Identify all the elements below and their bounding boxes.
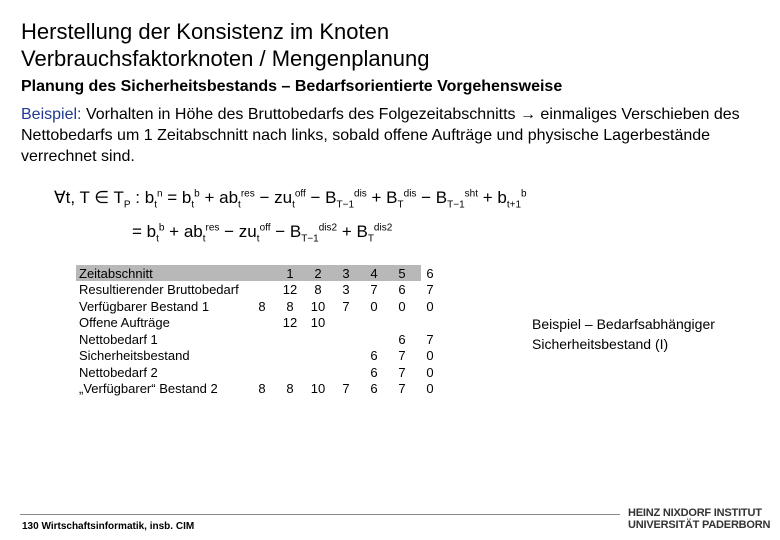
table-cell: 0: [426, 348, 434, 364]
table-row: [76, 298, 444, 315]
table-cell: 0: [398, 298, 406, 314]
footer-course: Wirtschaftsinformatik, insb. CIM: [41, 521, 195, 532]
table-cell: [388, 315, 416, 332]
table-cell: 0: [426, 298, 434, 314]
table-row: [76, 348, 444, 365]
table-row: [76, 315, 444, 332]
table-cell: 10: [310, 298, 326, 314]
table-cell: 6: [370, 381, 378, 397]
table-cell: [360, 331, 388, 348]
table-cell: [332, 348, 360, 365]
formula-line-1: ∀t, T ∈ $T_P$ : $b_t^n = b_t^b + ab_t^{res} - zu_t^{off} - B_{T-1}^{dis} + B_T^{dis} - B_{T-1}^{sht} + b_{t+1}^b$: [54, 188, 527, 211]
table-cell: 6: [398, 282, 406, 298]
row-label: Sicherheitsbestand: [79, 348, 190, 364]
row-label: „Verfügbarer“ Bestand 2: [79, 381, 218, 397]
planning-table: [76, 265, 444, 397]
table-cell: 0: [426, 364, 434, 380]
table-cell: [332, 331, 360, 348]
table-cell: 7: [426, 331, 434, 347]
section-subtitle: Planung des Sicherheitsbestands – Bedarfsorientierte Vorgehensweise: [21, 78, 563, 95]
table-cell: 4: [370, 265, 378, 281]
table-row: [76, 331, 444, 348]
row-label: Verfügbarer Bestand 1: [79, 298, 210, 314]
table-cell: 8: [286, 298, 294, 314]
table-cell: 8: [258, 298, 266, 314]
table-cell: [332, 315, 360, 332]
table-cell: 12: [282, 282, 298, 298]
table-cell: [360, 315, 388, 332]
table-cell: [248, 265, 276, 282]
table-cell: [248, 331, 276, 348]
table-cell: 6: [370, 348, 378, 364]
table-cell: [332, 364, 360, 381]
table-cell: [248, 348, 276, 365]
table-cell: [248, 315, 276, 332]
page-number: 130: [22, 521, 39, 532]
table-cell: 0: [370, 298, 378, 314]
row-label: Offene Aufträge: [79, 315, 170, 331]
logo-line-2: UNIVERSITÄT PADERBORN: [628, 519, 771, 531]
example-label: Beispiel:: [21, 106, 82, 123]
formula-line-2: = $b_t^b + ab_t^{res} - zu_t^{off} - B_{T-1}^{dis2} + B_T^{dis2}$: [132, 222, 393, 245]
footer-text: [22, 521, 194, 532]
caption-line-2: Sicherheitsbestand (I): [532, 336, 669, 352]
table-cell: 7: [370, 282, 378, 298]
footer-divider: [20, 514, 620, 515]
table-cell: [304, 364, 332, 381]
table-header-row: [76, 265, 444, 282]
table-cell: [248, 282, 276, 299]
table-cell: 2: [314, 265, 322, 281]
figure-caption: [532, 314, 715, 354]
table-cell: 7: [398, 381, 406, 397]
table-cell: 3: [342, 265, 350, 281]
page-title: [21, 18, 761, 72]
table-cell: 8: [286, 381, 294, 397]
table-cell: 7: [342, 298, 350, 314]
table-cell: 7: [398, 364, 406, 380]
row-label: Zeitabschnitt: [79, 265, 153, 281]
row-label: Nettobedarf 2: [79, 364, 158, 380]
table-cell: 0: [426, 381, 434, 397]
example-text: Vorhalten in Höhe des Bruttobedarfs des Folgezeitabschnitts → einmaliges Verschieben des Nettobedarfs um 1 Zeitabschnitt nach links, sobald offene Aufträge und physische Lagerbestände verrechnet sind.: [21, 106, 740, 165]
table-cell: 7: [398, 348, 406, 364]
table-row: [76, 282, 444, 299]
row-label: Nettobedarf 1: [79, 331, 158, 347]
table-cell: [276, 331, 304, 348]
table-cell: [304, 331, 332, 348]
table-cell: 6: [426, 265, 434, 281]
table-cell: 8: [258, 381, 266, 397]
table-cell: 6: [370, 364, 378, 380]
institute-logo: [628, 507, 770, 531]
table-cell: 7: [426, 282, 434, 298]
table-cell: [304, 348, 332, 365]
example-paragraph: [21, 104, 756, 167]
table-cell: [276, 348, 304, 365]
caption-line-1: Beispiel – Bedarfsabhängiger: [532, 316, 715, 332]
table-cell: 8: [314, 282, 322, 298]
table-cell: 12: [282, 315, 298, 331]
table-cell: 6: [398, 331, 406, 347]
table-cell: 3: [342, 282, 350, 298]
title-line-2: Verbrauchsfaktorknoten / Mengenplanung: [21, 46, 430, 71]
logo-line-1: HEINZ NIXDORF INSTITUT: [628, 507, 762, 519]
table-cell: 10: [310, 381, 326, 397]
table-cell: [248, 364, 276, 381]
table-cell: 10: [310, 315, 326, 331]
table-cell: [416, 315, 444, 332]
table-cell: [276, 364, 304, 381]
title-line-1: Herstellung der Konsistenz im Knoten: [21, 19, 390, 44]
table-row: [76, 364, 444, 381]
row-label: Resultierender Bruttobedarf: [79, 282, 239, 298]
table-cell: 7: [342, 381, 350, 397]
table-cell: 1: [286, 265, 294, 281]
table-row: [76, 381, 444, 398]
table-cell: 5: [398, 265, 406, 281]
